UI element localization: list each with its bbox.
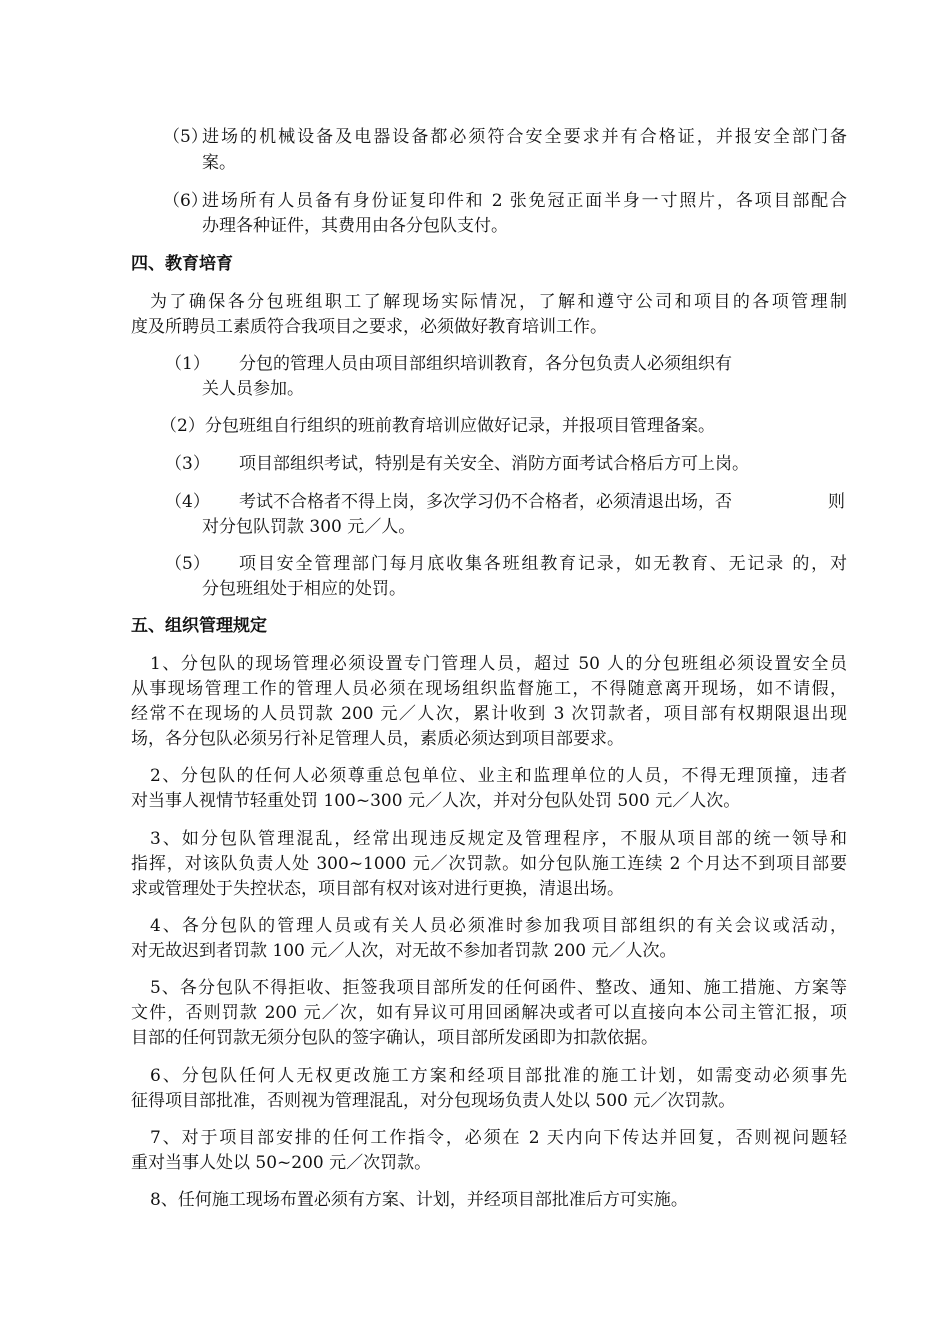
list-item-line-end: 则 xyxy=(828,492,845,512)
paragraph-line: 度及所聘员工素质符合我项目之要求，必须做好教育培训工作。 xyxy=(131,317,607,337)
list-item-line: 项目安全管理部门每月底收集各班组教育记录，如无教育、无记录 的，对 xyxy=(239,554,847,574)
paragraph-line: 1、分包队的现场管理必须设置专门管理人员，超过 50 人的分包班组必须设置安全员 xyxy=(150,654,847,674)
paragraph-line: 4、各分包队的管理人员或有关人员必须准时参加我项目部组织的有关会议或活动， xyxy=(150,916,847,936)
paragraph-line: 8、任何施工现场布置必须有方案、计划，并经项目部批准后方可实施。 xyxy=(150,1190,688,1210)
list-item-line: 对分包队罚款 300 元／人。 xyxy=(202,517,416,537)
list-number: （5） xyxy=(163,127,208,147)
paragraph-line: 3、如分包队管理混乱，经常出现违反规定及管理程序，不服从项目部的统一领导和 xyxy=(150,829,847,849)
paragraph-line: 重对当事人处以 50~200 元／次罚款。 xyxy=(131,1153,432,1173)
paragraph-line: 求或管理处于失控状态，项目部有权对该对进行更换，清退出场。 xyxy=(131,879,624,899)
list-item-line: 办理各种证件，其费用由各分包队支付。 xyxy=(202,216,508,236)
paragraph-line: 为了确保各分包班组职工了解现场实际情况，了解和遵守公司和项目的各项管理制 xyxy=(150,292,847,312)
paragraph-line: 5、各分包队不得拒收、拒签我项目部所发的任何函件、整改、通知、施工措施、方案等 xyxy=(150,978,847,998)
list-number: （6） xyxy=(163,191,208,211)
list-number: （1） xyxy=(165,354,210,374)
list-item-line: 进场的机械设备及电器设备都必须符合安全要求并有合格证，并报安全部门备 xyxy=(202,127,847,147)
list-number: （5） xyxy=(165,554,210,574)
list-item-line: 考试不合格者不得上岗，多次学习仍不合格者，必须清退出场，否 xyxy=(239,492,732,512)
list-item-line: 关人员参加。 xyxy=(202,379,304,399)
list-number: （4） xyxy=(165,492,210,512)
paragraph-line: 场，各分包队必须另行补足管理人员，素质必须达到项目部要求。 xyxy=(131,729,624,749)
list-item-line: 案。 xyxy=(202,153,236,173)
list-number: （3） xyxy=(165,454,210,474)
paragraph-line: 6、分包队任何人无权更改施工方案和经项目部批准的施工计划，如需变动必须事先 xyxy=(150,1066,847,1086)
list-item-line: 分包班组自行组织的班前教育培训应做好记录，并报项目管理备案。 xyxy=(205,416,715,436)
paragraph-line: 2、分包队的任何人必须尊重总包单位、业主和监理单位的人员，不得无理顶撞，违者 xyxy=(150,766,847,786)
paragraph-line: 7、对于项目部安排的任何工作指令，必须在 2 天内向下传达并回复，否则视问题轻 xyxy=(150,1128,847,1148)
paragraph-line: 经常不在现场的人员罚款 200 元／人次，累计收到 3 次罚款者，项目部有权期限退出现 xyxy=(131,704,847,724)
paragraph-line: 征得项目部批准，否则视为管理混乱，对分包现场负责人处以 500 元／次罚款。 xyxy=(131,1091,736,1111)
paragraph-line: 指挥，对该队负责人处 300~1000 元／次罚款。如分包队施工连续 2 个月达不到项目部要 xyxy=(131,854,847,874)
list-item-line: 分包的管理人员由项目部组织培训教育，各分包负责人必须组织有 xyxy=(239,354,732,374)
section-heading: 五、组织管理规定 xyxy=(131,616,267,636)
list-number: （2） xyxy=(160,416,205,436)
list-item-line: 项目部组织考试，特别是有关安全、消防方面考试合格后方可上岗。 xyxy=(239,454,749,474)
paragraph-line: 对当事人视情节轻重处罚 100~300 元／人次，并对分包队处罚 500 元／人次。 xyxy=(131,791,741,811)
paragraph-line: 对无故迟到者罚款 100 元／人次，对无故不参加者罚款 200 元／人次。 xyxy=(131,941,677,961)
list-item-line: 分包班组处于相应的处罚。 xyxy=(202,579,406,599)
list-item-line: 进场所有人员备有身份证复印件和 2 张免冠正面半身一寸照片，各项目部配合 xyxy=(202,191,847,211)
paragraph-line: 文件，否则罚款 200 元／次，如有异议可用回函解决或者可以直接向本公司主管汇报，项 xyxy=(131,1003,847,1023)
paragraph-line: 目部的任何罚款无须分包队的签字确认，项目部所发函即为扣款依据。 xyxy=(131,1028,658,1048)
paragraph-line: 从事现场管理工作的管理人员必须在现场组织监督施工，不得随意离开现场，如不请假， xyxy=(131,679,847,699)
section-heading: 四、教育培育 xyxy=(131,254,233,274)
